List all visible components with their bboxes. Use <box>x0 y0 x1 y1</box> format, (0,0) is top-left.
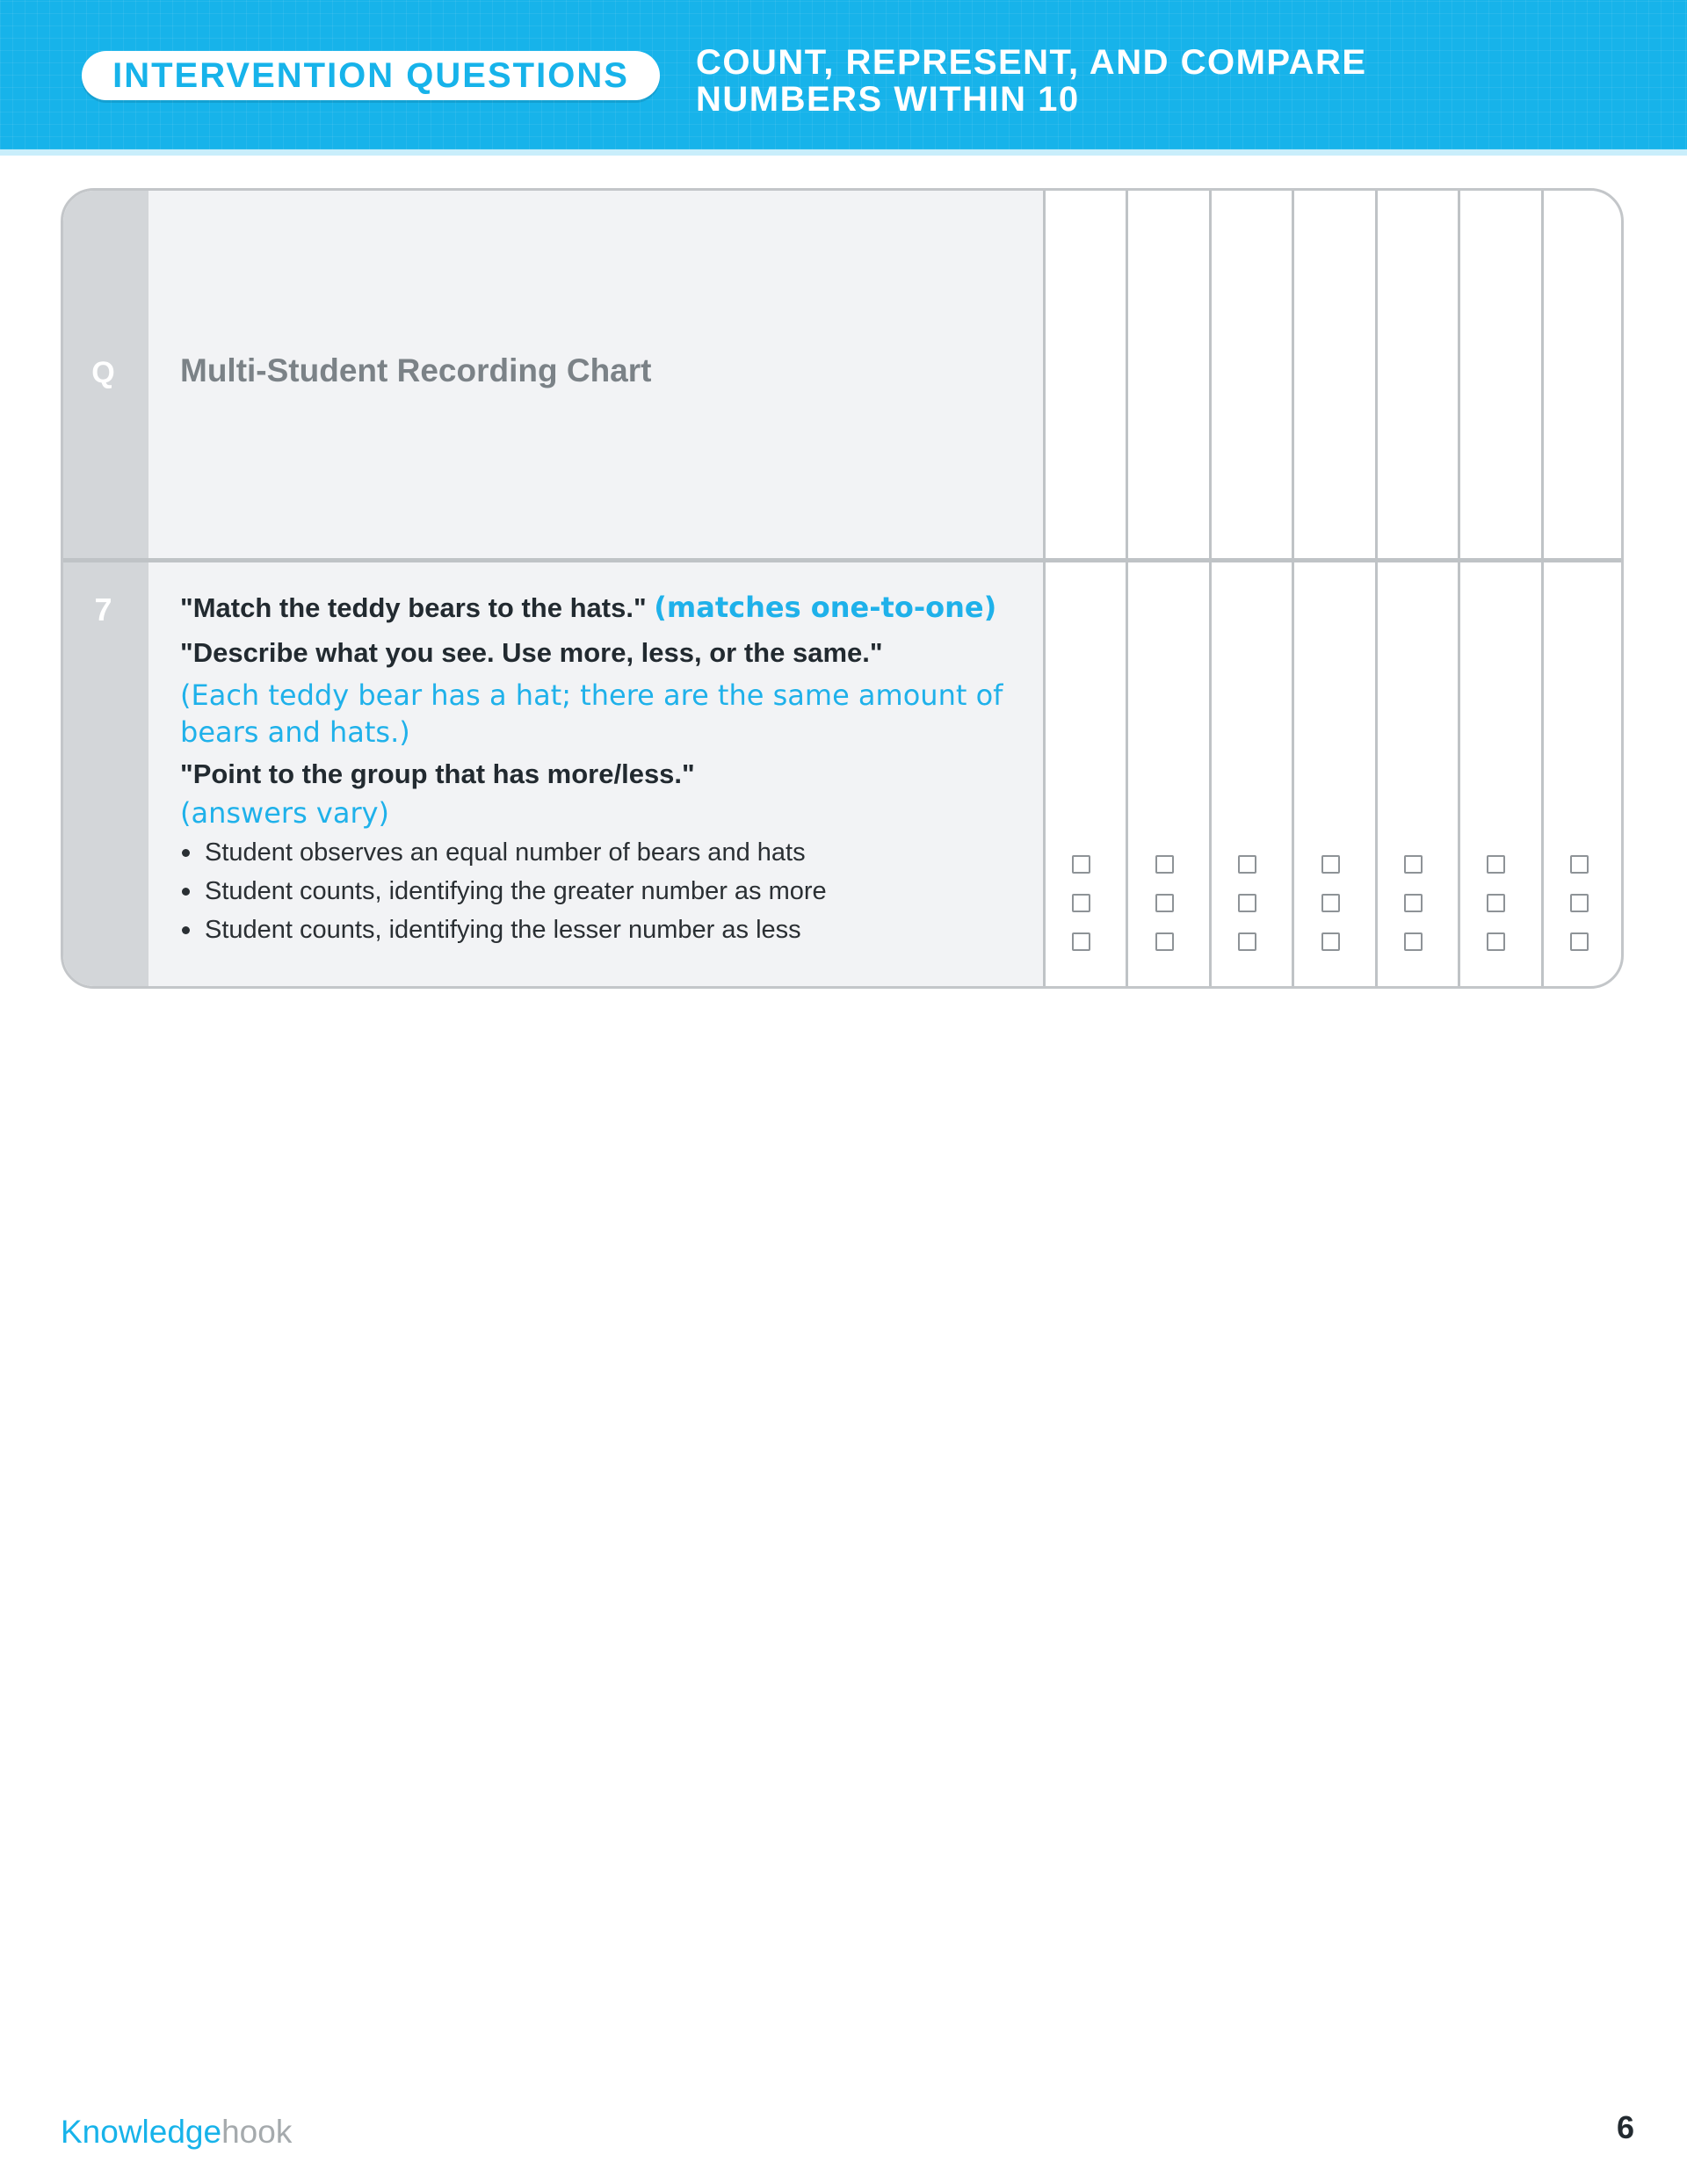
page-title <box>696 44 1487 118</box>
criterion-checkbox[interactable] <box>1570 855 1589 874</box>
student-column-divider <box>1043 191 1046 986</box>
criterion-checkbox[interactable] <box>1404 855 1423 874</box>
criterion-checkbox[interactable] <box>1404 932 1423 951</box>
brand-logo <box>61 2114 292 2151</box>
page-title-line-2: NUMBERS WITHIN 10 <box>696 80 1080 119</box>
criterion-checkbox[interactable] <box>1321 894 1340 912</box>
prompt-1 <box>180 589 1024 626</box>
criterion-checkbox[interactable] <box>1487 855 1505 874</box>
answer-2: (Each teddy bear has a hat; there are the same amount of bears and hats.) <box>180 678 1003 749</box>
criteria-item-3: Student counts, identifying the lesser number as less <box>180 911 1024 949</box>
criterion-checkbox[interactable] <box>1570 932 1589 951</box>
answer-3: (answers vary) <box>180 796 390 830</box>
page-number: 6 <box>1616 2109 1634 2145</box>
criterion-checkbox[interactable] <box>1321 932 1340 951</box>
criteria-item-2: Student counts, identifying the greater number as more <box>180 872 1024 911</box>
question-number: 7 <box>94 591 112 628</box>
column-header-q: Q <box>91 356 115 389</box>
criterion-checkbox[interactable] <box>1570 894 1589 912</box>
student-column-divider <box>1458 191 1460 986</box>
criterion-checkbox[interactable] <box>1487 894 1505 912</box>
header-underline <box>0 149 1687 156</box>
criterion-checkbox[interactable] <box>1321 855 1340 874</box>
criterion-checkbox[interactable] <box>1238 894 1256 912</box>
student-column-divider <box>1209 191 1212 986</box>
brand-logo-part-2: hook <box>221 2114 293 2150</box>
criterion-checkbox[interactable] <box>1404 894 1423 912</box>
criterion-checkbox[interactable] <box>1155 932 1174 951</box>
section-badge: INTERVENTION QUESTIONS <box>82 51 660 100</box>
criterion-checkbox[interactable] <box>1072 932 1090 951</box>
brand-logo-part-1: Knowledge <box>61 2114 222 2150</box>
answer-1: (matches one-to-one) <box>654 591 997 624</box>
student-column-divider <box>1292 191 1294 986</box>
page-title-line-1: COUNT, REPRESENT, AND COMPARE <box>696 43 1367 82</box>
row-divider <box>63 558 1621 562</box>
criterion-checkbox[interactable] <box>1072 894 1090 912</box>
criterion-checkbox[interactable] <box>1155 855 1174 874</box>
chart-title: Multi-Student Recording Chart <box>180 352 652 388</box>
question-number-column <box>63 191 148 986</box>
student-column-divider <box>1126 191 1128 986</box>
student-column-divider <box>1375 191 1378 986</box>
prompt-3: "Point to the group that has more/less." <box>180 758 695 789</box>
student-column-divider <box>1541 191 1544 986</box>
criterion-checkbox[interactable] <box>1238 932 1256 951</box>
criterion-checkbox[interactable] <box>1487 932 1505 951</box>
prompt-2: "Describe what you see. Use more, less, or the same." <box>180 637 883 668</box>
criterion-checkbox[interactable] <box>1072 855 1090 874</box>
criteria-item-1: Student observes an equal number of bears and hats <box>180 833 1024 872</box>
prompt-1-text: "Match the teddy bears to the hats." <box>180 592 647 623</box>
criteria-list <box>180 833 1024 949</box>
criterion-checkbox[interactable] <box>1238 855 1256 874</box>
question-content <box>180 589 1024 949</box>
criterion-checkbox[interactable] <box>1155 894 1174 912</box>
